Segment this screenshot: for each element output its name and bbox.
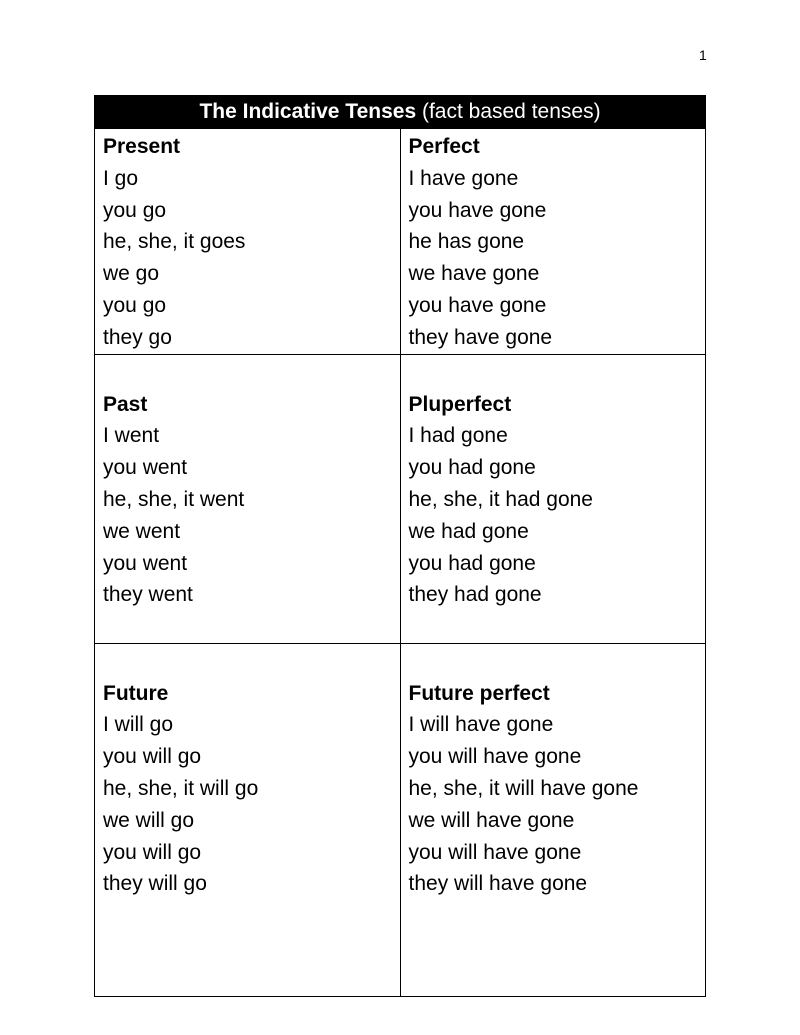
table-title	[95, 96, 706, 129]
cell-present	[95, 129, 401, 355]
conjugation-line: he, she, it goes	[103, 230, 246, 254]
tense-heading: Past	[103, 392, 148, 416]
conjugation-line: he, she, it will have gone	[408, 776, 639, 800]
conjugation-line: you will have gone	[408, 840, 582, 864]
conjugation-line: you have gone	[408, 198, 547, 222]
cell-future-perfect	[400, 643, 706, 996]
conjugation-line: he has gone	[408, 230, 525, 254]
conjugation-line: I went	[103, 424, 160, 448]
conjugation-line: you go	[103, 293, 167, 317]
conjugation-line: you will go	[103, 840, 202, 864]
conjugation-line: you will have gone	[408, 745, 582, 769]
conjugation-line: you had gone	[408, 551, 536, 575]
conjugation-line: we go	[103, 262, 160, 286]
tense-heading: Future perfect	[408, 681, 550, 705]
conjugation-line: we went	[103, 519, 181, 543]
conjugation-line: I go	[103, 166, 139, 190]
table-row	[95, 643, 706, 996]
table-title-bold: The Indicative Tenses	[199, 100, 417, 123]
tense-heading: Pluperfect	[408, 392, 512, 416]
conjugation-line: he, she, it went	[103, 487, 245, 511]
table-title-row	[95, 96, 706, 129]
conjugation-line: you have gone	[408, 293, 547, 317]
conjugation-line: we will have gone	[408, 808, 575, 832]
conjugation-line: you go	[103, 198, 167, 222]
conjugation-line: you went	[103, 551, 188, 575]
conjugation-line: they had gone	[408, 583, 542, 607]
conjugation-line: we will go	[103, 808, 195, 832]
conjugation-line: we have gone	[408, 262, 540, 286]
conjugation-line: he, she, it had gone	[408, 487, 593, 511]
conjugation-line: you went	[103, 456, 188, 480]
conjugation-line: he, she, it will go	[103, 776, 259, 800]
conjugation-line: you had gone	[408, 456, 536, 480]
page-number: 1	[699, 47, 707, 63]
conjugation-line: they go	[103, 325, 172, 349]
table-row	[95, 129, 706, 355]
tense-heading: Perfect	[408, 135, 480, 158]
conjugation-line: I will have gone	[408, 713, 554, 737]
cell-pluperfect	[400, 354, 706, 643]
conjugation-line: they went	[103, 583, 193, 607]
cell-past	[95, 354, 401, 643]
conjugation-line: we had gone	[408, 519, 529, 543]
table-row	[95, 354, 706, 643]
cell-perfect	[400, 129, 706, 355]
conjugation-line: they will go	[103, 872, 207, 896]
conjugation-line: they will have gone	[408, 872, 588, 896]
cell-future	[95, 643, 401, 996]
tense-heading: Present	[103, 135, 181, 158]
table-title-subtitle: (fact based tenses)	[421, 100, 601, 123]
tense-heading: Future	[103, 681, 169, 705]
conjugation-line: they have gone	[408, 325, 553, 349]
conjugation-line: I will go	[103, 713, 174, 737]
conjugation-line: you will go	[103, 745, 202, 769]
conjugation-line: I had gone	[408, 424, 508, 448]
conjugation-line: I have gone	[408, 166, 519, 190]
indicative-tenses-table	[94, 95, 706, 997]
